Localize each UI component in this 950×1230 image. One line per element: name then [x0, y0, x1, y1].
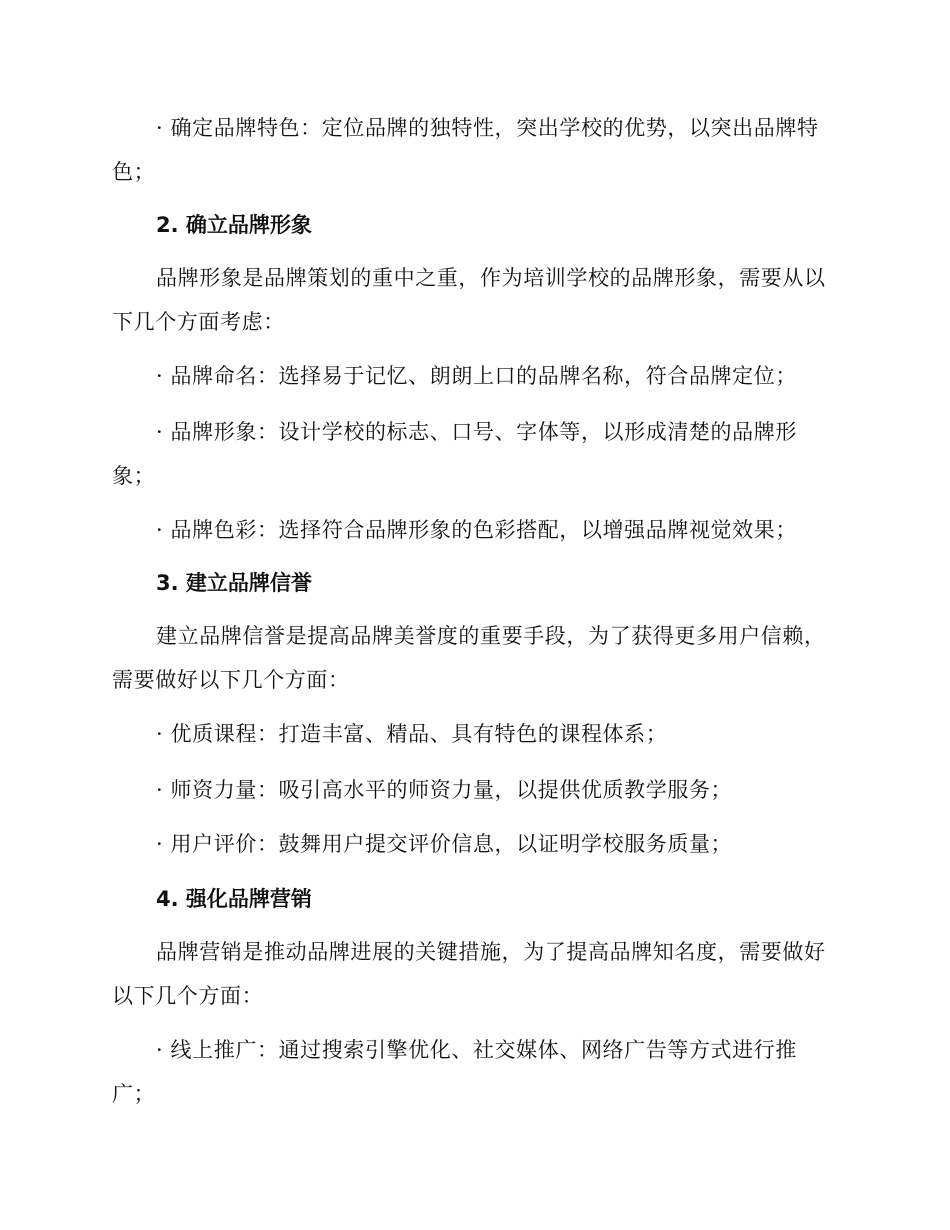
- bullet-teaching-staff: · 师资力量：吸引高水平的师资力量，以提供优质教学服务；: [156, 778, 733, 802]
- bullet-brand-feature: · 确定品牌特色：定位品牌的独特性，突出学校的优势，以突出品牌特色；: [112, 116, 819, 184]
- heading-brand-image: 2. 确立品牌形象: [156, 213, 312, 237]
- bullet-brand-naming: · 品牌命名：选择易于记忆、朗朗上口的品牌名称，符合品牌定位；: [156, 364, 797, 388]
- heading-brand-reputation: 3. 建立品牌信誉: [156, 571, 312, 595]
- bullet-brand-visual-identity: · 品牌形象：设计学校的标志、口号、字体等，以形成清楚的品牌形象；: [112, 420, 797, 488]
- paragraph-brand-marketing-intro: 品牌营销是推动品牌进展的关键措施，为了提高品牌知名度，需要做好以下几个方面：: [112, 940, 826, 1008]
- heading-brand-marketing: 4. 强化品牌营销: [156, 887, 312, 911]
- bullet-online-promotion: · 线上推广：通过搜索引擎优化、社交媒体、网络广告等方式进行推广；: [112, 1038, 797, 1106]
- paragraph-brand-reputation-intro: 建立品牌信誉是提高品牌美誉度的重要手段，为了获得更多用户信赖，需要做好以下几个方面：: [112, 624, 826, 692]
- bullet-quality-courses: · 优质课程：打造丰富、精品、具有特色的课程体系；: [156, 722, 668, 746]
- bullet-brand-colors: · 品牌色彩：选择符合品牌形象的色彩搭配，以增强品牌视觉效果；: [156, 518, 797, 542]
- bullet-user-reviews: · 用户评价：鼓舞用户提交评价信息，以证明学校服务质量；: [156, 832, 733, 856]
- paragraph-brand-image-intro: 品牌形象是品牌策划的重中之重，作为培训学校的品牌形象，需要从以下几个方面考虑：: [112, 266, 826, 334]
